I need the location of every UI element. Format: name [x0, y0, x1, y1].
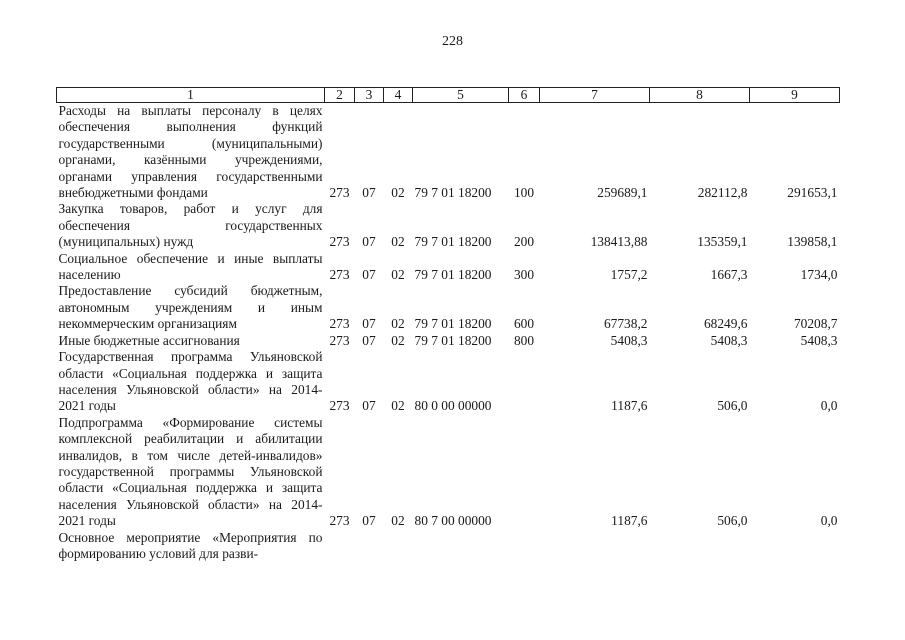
cell-subsection: 02 — [391, 398, 405, 414]
cell-expense-type: 200 — [513, 234, 535, 250]
cell-subsection: 02 — [391, 513, 405, 529]
cell-ministry: 273 — [329, 185, 350, 201]
row-description: Закупка товаров, работ и услуг для обеспечения государственных (муниципальных) нужд — [58, 201, 323, 250]
table-row — [57, 415, 840, 530]
cell-section: 07 — [362, 234, 376, 250]
cell-amount-col7: 1187,6 — [611, 398, 648, 414]
cell-section: 07 — [362, 267, 376, 283]
cell-section: 07 — [362, 513, 376, 529]
cell-amount-col7 — [540, 530, 650, 563]
header-col-7: 7 — [540, 88, 650, 103]
cell-expense-type: 800 — [513, 332, 535, 348]
row-description: Социальное обеспечение и иные выплаты населению — [58, 250, 323, 283]
header-col-3: 3 — [355, 88, 384, 103]
cell-expense-type — [509, 349, 540, 415]
cell-amount-col9: 5408,3 — [800, 332, 838, 348]
cell-subsection: 02 — [391, 185, 405, 201]
cell-amount-col9: 1734,0 — [800, 267, 838, 283]
cell-amount-col7: 67738,2 — [603, 316, 648, 332]
table-row — [57, 530, 840, 563]
cell-ministry: 273 — [329, 513, 350, 529]
cell-expense-type: 300 — [513, 267, 535, 283]
cell-expense-type — [509, 530, 540, 563]
cell-target-article: 79 7 01 18200 — [414, 185, 492, 201]
row-description: Предоставление субсидий бюджетным, автономным учреждениям и иным некоммерческим организациям — [58, 283, 323, 332]
cell-amount-col8: 506,0 — [717, 513, 748, 529]
table-row — [57, 333, 840, 349]
cell-amount-col8: 506,0 — [717, 398, 748, 414]
cell-amount-col7: 259689,1 — [597, 185, 648, 201]
table-row — [57, 201, 840, 250]
table-row — [57, 283, 840, 332]
cell-target-article — [413, 530, 509, 563]
cell-expense-type — [509, 415, 540, 530]
cell-amount-col7: 1757,2 — [610, 267, 648, 283]
row-description: Расходы на выплаты персоналу в целях обеспечения выполнения функций государственными (муниципальными) органами, казёнными учреждениями, органами управления государственными внебюджетными фондами — [58, 103, 323, 201]
cell-ministry: 273 — [329, 234, 350, 250]
cell-section: 07 — [362, 332, 376, 348]
cell-amount-col8: 1667,3 — [710, 267, 748, 283]
cell-amount-col9: 291653,1 — [787, 185, 838, 201]
cell-amount-col9 — [750, 530, 840, 563]
page-number: 228 — [442, 34, 463, 49]
cell-section — [355, 530, 384, 563]
cell-expense-type: 100 — [513, 185, 535, 201]
cell-target-article: 79 7 01 18200 — [414, 234, 492, 250]
cell-amount-col8: 5408,3 — [710, 332, 748, 348]
table-row — [57, 349, 840, 415]
cell-target-article: 79 7 01 18200 — [414, 267, 492, 283]
header-col-6: 6 — [509, 88, 540, 103]
cell-ministry: 273 — [329, 267, 350, 283]
cell-amount-col8: 68249,6 — [703, 316, 748, 332]
header-col-8: 8 — [650, 88, 750, 103]
cell-amount-col7: 5408,3 — [610, 332, 648, 348]
cell-subsection — [384, 530, 413, 563]
cell-section: 07 — [362, 398, 376, 414]
header-col-9: 9 — [750, 88, 840, 103]
cell-amount-col7: 138413,88 — [590, 234, 648, 250]
cell-ministry — [325, 530, 355, 563]
header-row — [57, 88, 840, 103]
cell-amount-col8 — [650, 530, 750, 563]
row-description: Иные бюджетные ассигнования — [58, 332, 240, 348]
row-description: Основное мероприятие «Мероприятия по формированию условий для разви- — [58, 529, 323, 561]
cell-target-article: 80 0 00 00000 — [414, 398, 492, 414]
header-col-2: 2 — [325, 88, 355, 103]
cell-ministry: 273 — [329, 332, 350, 348]
cell-amount-col9: 0,0 — [820, 513, 838, 529]
table-row — [57, 251, 840, 284]
header-col-5: 5 — [413, 88, 509, 103]
cell-subsection: 02 — [391, 234, 405, 250]
row-description: Подпрограмма «Формирование системы комплексной реабилитации и абилитации инвалидов, в том числе детей-инвалидов» государственной программы Ульяновской области «Социальная поддержка и защита населения Ульяновской области» на 2014-2021 годы — [58, 414, 323, 529]
cell-target-article: 80 7 00 00000 — [414, 513, 492, 529]
cell-amount-col7: 1187,6 — [611, 513, 648, 529]
table-row — [57, 103, 840, 202]
cell-target-article: 79 7 01 18200 — [414, 316, 492, 332]
cell-amount-col8: 135359,1 — [697, 234, 748, 250]
cell-subsection: 02 — [391, 316, 405, 332]
cell-subsection: 02 — [391, 267, 405, 283]
cell-section: 07 — [362, 185, 376, 201]
cell-subsection: 02 — [391, 332, 405, 348]
cell-ministry: 273 — [329, 398, 350, 414]
cell-target-article: 79 7 01 18200 — [414, 332, 492, 348]
cell-amount-col9: 70208,7 — [793, 316, 838, 332]
header-col-1: 1 — [57, 88, 325, 103]
budget-table — [56, 87, 840, 562]
cell-expense-type: 600 — [513, 316, 535, 332]
header-col-4: 4 — [384, 88, 413, 103]
cell-amount-col9: 0,0 — [820, 398, 838, 414]
cell-section: 07 — [362, 316, 376, 332]
row-description: Государственная программа Ульяновской области «Социальная поддержка и защита населения Ульяновской области» на 2014-2021 годы — [58, 349, 323, 414]
cell-amount-col8: 282112,8 — [697, 185, 748, 201]
cell-ministry: 273 — [329, 316, 350, 332]
cell-amount-col9: 139858,1 — [787, 234, 838, 250]
